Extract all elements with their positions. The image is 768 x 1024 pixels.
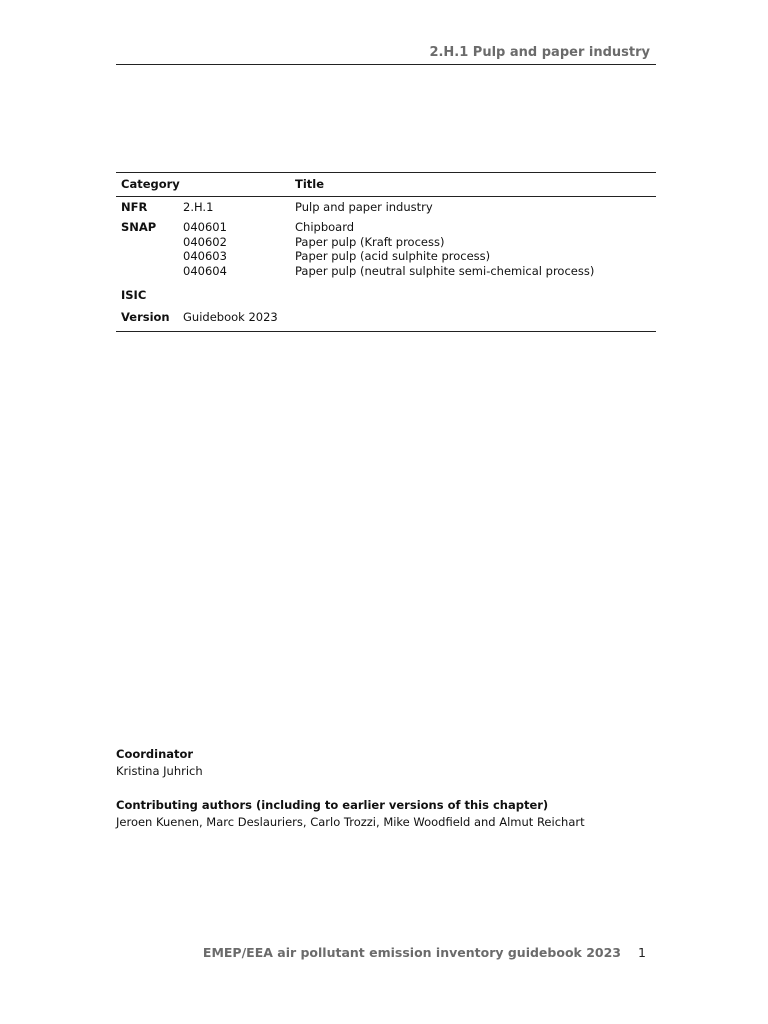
header-rule: [116, 64, 656, 65]
version-label: Version: [121, 310, 170, 324]
isic-label: ISIC: [121, 288, 147, 302]
snap-title: Chipboard: [295, 220, 355, 234]
nfr-title: Pulp and paper industry: [295, 200, 433, 214]
snap-title: Paper pulp (neutral sulphite semi-chemical process): [295, 263, 595, 278]
snap-code: 040603: [183, 249, 227, 263]
header-category: Category: [121, 177, 180, 191]
contributors-names: Jeroen Kuenen, Marc Deslauriers, Carlo Trozzi, Mike Woodfield and Almut Reichart: [116, 815, 585, 829]
footer-title: EMEP/EEA air pollutant emission inventory guidebook 2023: [202, 945, 621, 960]
coordinator-block: [116, 746, 203, 780]
table-row-snap: [116, 219, 656, 285]
table-header-row: [116, 173, 656, 197]
header-title: Title: [295, 177, 325, 191]
coordinator-heading: Coordinator: [116, 747, 194, 761]
page-number: 1: [638, 945, 646, 960]
running-header: 2.H.1 Pulp and paper industry: [429, 45, 650, 60]
snap-codes: [183, 220, 227, 278]
nfr-label: NFR: [121, 200, 148, 214]
snap-titles: [295, 220, 594, 278]
contributors-block: [116, 797, 585, 831]
contributors-heading: Contributing authors (including to earlier versions of this chapter): [116, 798, 549, 812]
snap-title: Paper pulp (acid sulphite process): [295, 249, 491, 263]
table-row-isic: [116, 285, 656, 307]
snap-title: Paper pulp (Kraft process): [295, 234, 445, 249]
snap-code: 040601: [183, 220, 227, 234]
coordinator-name: Kristina Juhrich: [116, 764, 203, 778]
snap-code: 040602: [183, 234, 227, 249]
category-table: [116, 172, 656, 332]
table-row-nfr: [116, 197, 656, 219]
snap-code: 040604: [183, 263, 227, 278]
table-row-version: [116, 307, 656, 331]
snap-label: SNAP: [121, 220, 157, 234]
version-value: Guidebook 2023: [183, 310, 278, 324]
nfr-code: 2.H.1: [183, 200, 214, 214]
